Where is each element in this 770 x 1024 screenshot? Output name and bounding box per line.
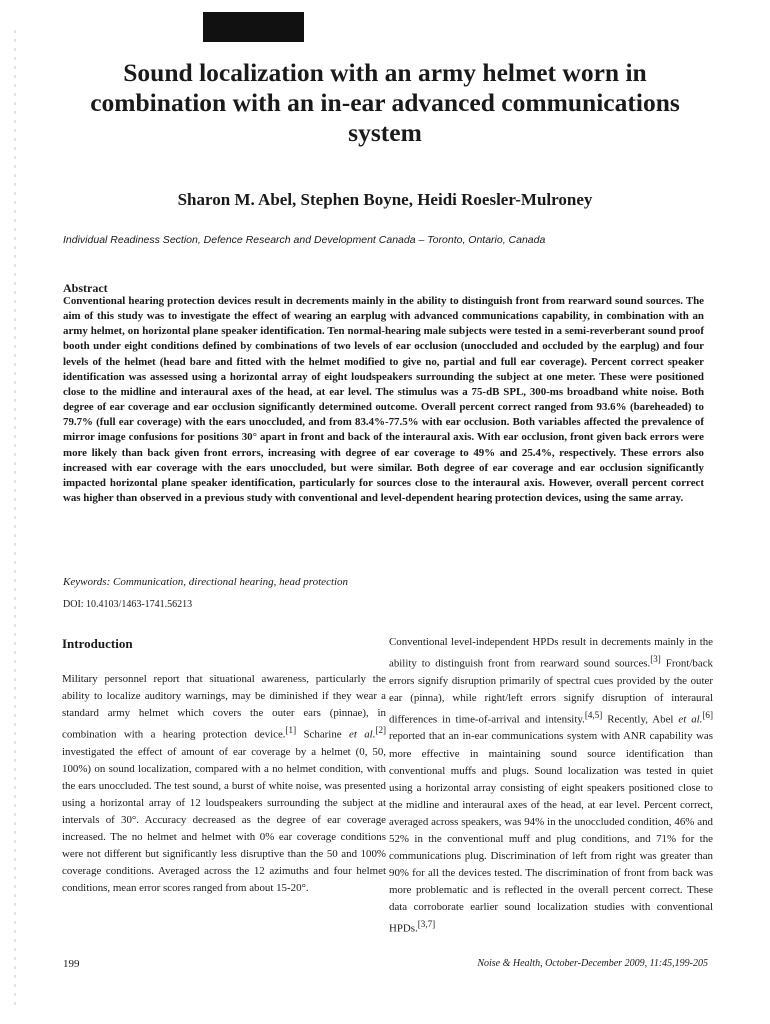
scan-margin-artifact bbox=[14, 30, 16, 1010]
keywords-label: Keywords: bbox=[63, 576, 111, 588]
author-list: Sharon M. Abel, Stephen Boyne, Heidi Roesler-Mulroney bbox=[177, 190, 593, 209]
journal-citation: Noise & Health, October-December 2009, 11:45,199-205 bbox=[477, 958, 708, 969]
keywords bbox=[63, 576, 348, 588]
citation: [3,7] bbox=[417, 919, 436, 929]
citation: [1] bbox=[285, 725, 297, 736]
keywords-value: Communication, directional hearing, head protection bbox=[113, 576, 349, 588]
introduction-left-column: Military personnel report that situational awareness, particularly the ability to localize auditory warnings, may be diminished if they wear a standard army helmet which covers the outer ears (pinnae), in combination with a hearing protection device.[1] Scharine et al.[2] investigated the effect of amount of ear coverage by a helmet (0, 50, 100%) on sound localization, compared with a no helmet condition, with the ears unoccluded. The test sound, a burst of white noise, was presented using a horizontal array of 12 loudspeakers surrounding the subject at intervals of 30°. Accuracy decreased as the degree of ear coverage increased. The no helmet and helmet with 0% ear coverage conditions were not different but significantly less disruptive than the 50 and 100% coverage conditions. Averaged across the 12 azimuths and four helmet conditions, mean error scores ranged from about 15-20°. bbox=[62, 673, 387, 895]
abstract-text: Conventional hearing protection devices result in decrements mainly in the ability to distinguish front from rearward sound sources. The aim of this study was to investigate the effect of wearing an earplug with advanced communications capability, in combination with an army helmet, on horizontal plane speaker identification. Ten normal-hearing male subjects were tested in a semi-reverberant sound proof booth under eight conditions defined by combinations of two levels of ear occlusion (unoccluded and occluded by the earplug) and four levels of the helmet (head bare and fitted with the helmet modified to give no, partial and full ear coverage). Percent correct speaker identification was assessed using a horizontal array of eight loudspeakers surrounding the subject at one meter. These were positioned close to the midline and interaural axes of the head, at ear level. The stimulus was a 75-dB SPL, 300-ms broadband white noise. Both degree of ear coverage and ear occlusion significantly determined outcome. Overall percent correct ranged from 93.6% (bareheaded) to 79.7% (full ear coverage) with the ears unoccluded, and from 83.4%-77.5% with ear occlusion. Both variables affected the prevalence of mirror image confusions for positions 30° apart in front and back of the interaural axis. With ear occlusion, front given back errors were more likely than back given front errors, increasing with degree of ear coverage to 49% and 25.4%, respectively. These errors also increased with ear coverage with the ears unoccluded, but were similar. Both degree of ear coverage and ear occlusion significantly impacted horizontal plane speaker identification, particularly for sources close to the interaural axis. However, overall percent correct was higher than observed in a previous study with conventional and level-dependent hearing protection devices, using the same array. bbox=[63, 295, 704, 505]
redaction-block bbox=[203, 12, 304, 42]
citation: [6] bbox=[702, 709, 713, 720]
citation: [4,5] bbox=[584, 709, 603, 720]
doi: DOI: 10.4103/1463-1741.56213 bbox=[63, 599, 193, 610]
paper-title: Sound localization with an army helmet worn in combination with an in-ear advanced communications system bbox=[90, 58, 680, 147]
affiliation: Individual Readiness Section, Defence Research and Development Canada – Toronto, Ontario, Canada bbox=[63, 234, 546, 246]
abstract-heading: Abstract bbox=[63, 281, 108, 295]
introduction-heading: Introduction bbox=[62, 636, 133, 651]
citation: [2] bbox=[375, 725, 387, 736]
page-number: 199 bbox=[63, 958, 80, 970]
citation: [3] bbox=[650, 654, 661, 665]
introduction-right-column: Conventional level-independent HPDs result in decrements mainly in the ability to distinguish front from rearward sound sources.[3] Front/back errors signify disruption primarily of spectral cues provided by the outer ear (pinna), while right/left errors signify disruption of interaural differences in time-of-arrival and intensity.[4,5] Recently, Abel et al.[6] reported that an in-ear communications system with ANR capability was more effective in maintaining sound source identification than conventional muffs and plugs. Sound localization was tested in quiet using a horizontal array consisting of eight speakers positioned close to the midline and interaural axes of the head, at ear level. Percent correct, averaged across speakers, was 94% in the unoccluded condition, 46% and 52% in the conventional muff and plug conditions, and 71% for the communications plug. Discrimination of left from right was greater than 90% for all the devices tested. The discrimination of front from back was more problematic and is reflected in the overall percent correct. These data corroborate earlier sound localization studies with conventional HPDs.[3,7] bbox=[389, 636, 713, 935]
